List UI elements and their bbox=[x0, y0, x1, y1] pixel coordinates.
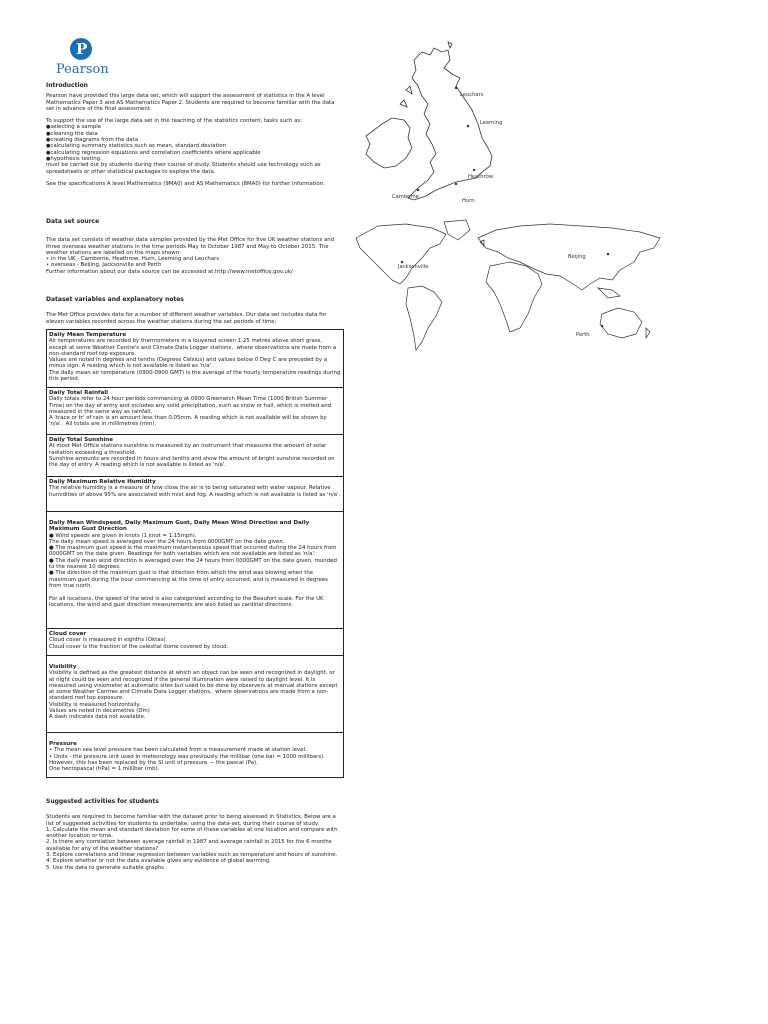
uk-map bbox=[352, 40, 537, 220]
label-hurn: Hurn bbox=[462, 198, 475, 204]
source-section bbox=[46, 219, 344, 275]
source-uk-stations: • in the UK - Camborne, Heathrow, Hurn, Leeming and Leuchars bbox=[46, 256, 220, 263]
variable-box-pressure bbox=[46, 732, 344, 778]
variable-body: At most Met Office stations sunshine is measured by an instrument that measures the amount of solar radiation exceeding a threshold. Sunshine amounts are recorded in hours and tenths and show the amount of bright sunshine recorded on the day of entry. A reading which is not available is listed as 'n/a'. bbox=[49, 443, 335, 469]
task-item: ● creating diagrams from the data bbox=[46, 137, 344, 143]
activity-item: 1. Calculate the mean and standard deviation for some of these variables at one location and compare with another location or time. bbox=[46, 826, 338, 840]
activity-item: 3. Explore correlations and linear regression between variables such as temperature and hours of sunshine. bbox=[46, 852, 338, 859]
task-item: ● cleaning the data bbox=[46, 131, 344, 137]
world-map bbox=[350, 218, 668, 358]
introduction-section bbox=[46, 83, 344, 193]
activities-section bbox=[46, 799, 344, 871]
pearson-logo bbox=[56, 38, 116, 78]
variable-body: The relative humidity is a measure of how close the air is to being saturated with water vapour. Relative humidities of above 95% are associated with mist and fog. A reading which is not available is listed as 'n/a'. bbox=[49, 485, 341, 498]
station-marker bbox=[455, 87, 457, 89]
variables-heading: Dataset variables and explanatory notes bbox=[46, 296, 184, 303]
label-jacksonville: Jacksonville bbox=[398, 264, 429, 270]
station-marker bbox=[467, 125, 469, 127]
variable-box-cloud bbox=[46, 628, 344, 656]
source-more-info: Further information about our data source can be accessed at http://www.metoffice.gov.uk/ bbox=[46, 268, 293, 275]
task-item: ● hypothesis testing. bbox=[46, 156, 344, 162]
variable-box-visibility bbox=[46, 655, 344, 733]
activity-item: 5. Use the data to generate suitable graphs. bbox=[46, 864, 166, 871]
variable-title: Daily Total Sunshine bbox=[49, 437, 114, 443]
activity-item: 4. Explore whether or not the data available gives any evidence of global warming. bbox=[46, 858, 271, 865]
variable-title: Daily Mean Windspeed, Daily Maximum Gust, Daily Mean Wind Direction and Daily Maximum Gust Direction bbox=[49, 520, 310, 533]
task-item: ● calculating regression equations and correlation coefficients where applicable bbox=[46, 150, 344, 156]
variable-title: Daily Mean Temperature bbox=[49, 332, 127, 338]
activity-item: 2. Is there any correlation between average rainfall in 1987 and average rainfall in 2015 for the 6 months available for any of the weather stations? bbox=[46, 839, 332, 852]
pearson-logo-mark: P bbox=[70, 38, 92, 60]
variable-title: Cloud cover bbox=[49, 631, 87, 637]
variable-box-rainfall bbox=[46, 387, 344, 435]
variable-box-sunshine bbox=[46, 434, 344, 477]
station-marker bbox=[455, 183, 457, 185]
variable-title: Daily Maximum Relative Humidity bbox=[49, 479, 156, 485]
variable-title: Pressure bbox=[49, 741, 77, 747]
station-marker bbox=[601, 325, 603, 327]
variables-section bbox=[46, 297, 344, 325]
variables-intro: The Met Office provides data for a number of different weather variables. Our data set includes data for eleven variables recorded across the weather stations during the set periods of time: bbox=[46, 312, 327, 325]
label-camborne: Camborne bbox=[392, 194, 419, 200]
variable-box-humidity bbox=[46, 476, 344, 512]
label-leuchars: Leuchars bbox=[460, 92, 484, 98]
variable-body: • The mean sea level pressure has been calculated from a measurement made at station level. • Units - the pressure unit used in meteorology was previously the millibar (one bar = 1000 millibars). However, this has been replaced by the SI unit of pressure — the pascal (Pa). One hectopascal (hPa) = 1 millibar (mb). bbox=[49, 747, 325, 773]
variable-body: Air temperatures are recorded by thermometers in a louvered screen 1.25 metres above short grass, except at some Weather Centre's and Climate Data Logger stations, where observations are made from a non-standard roof top exposure. Values are noted in degrees and tenths (Degrees Celsius) and values below 0 Deg C are preceded by a minus sign. A reading which is not available is listed as 'n/a'. The daily mean air temperature (0900-0900 GMT) is the average of the hourly temperature readings during this period. bbox=[49, 338, 341, 383]
label-beijing: Beijing bbox=[568, 254, 586, 260]
station-marker bbox=[607, 253, 609, 255]
station-marker bbox=[473, 169, 475, 171]
intro-tasks-tail: must be carried out by students during their course of study. Students should use technology such as spreadsheets or other statistical packages to explore the data. bbox=[46, 162, 321, 175]
intro-spec-note: See the specifications A level Mathematics (9MA0) and AS Mathematics (8MA0) for further information. bbox=[46, 180, 325, 187]
activities-heading: Suggested activities for students bbox=[46, 798, 159, 805]
activities-intro: Students are required to become familiar with the dataset prior to being assessed in Statistics. Below are a list of suggested activities for students to undertake, using the data-set, during their course of study. bbox=[46, 814, 336, 827]
intro-paragraph: Pearson have provided this large data set, which will support the assessment of statistics in the A level Mathematics Paper 3 and AS Mathematics Paper 2. Students are required to become familiar with the data set in advance of the final assessment. bbox=[46, 93, 335, 112]
variable-box-temperature bbox=[46, 329, 344, 388]
variable-title: Daily Total Rainfall bbox=[49, 390, 109, 396]
task-list bbox=[46, 124, 344, 162]
station-marker bbox=[401, 261, 403, 263]
pearson-wordmark: Pearson bbox=[56, 62, 109, 77]
task-item: ● calculating summary statistics such as mean, standard deviation bbox=[46, 143, 344, 149]
variable-box-wind bbox=[46, 511, 344, 629]
variable-body: Visibility is defined as the greatest distance at which an object can be seen and recognized in daylight, or at night could be seen and recognized if the general illumination were raised to daylight level. It is measured using visiometer at automatic sites but used to be done by observers at manual stations except at some Weather Centres and Climate Data Logger stations, where observations are made from a non-standard roof top exposure. Visibility is measured horizontally. Values are noted in decametres (Dm) A dash indicates data not available. bbox=[49, 670, 338, 721]
task-item: ● selecting a sample bbox=[46, 124, 344, 130]
label-perth: Perth bbox=[576, 332, 590, 338]
source-heading: Data set source bbox=[46, 218, 100, 225]
source-overseas-stations: • overseas - Beijing, Jacksonville and Perth bbox=[46, 262, 162, 269]
variable-body: ● Wind speeds are given in knots (1 knot = 1.15mph). The daily mean speed is averaged over the 24 hours from 0000GMT on the date given. ● The maximum gust speed is the maximum instantaneous speed that occurred during the 24 hours from 0000GMT on the date given. Readings for both variables which are not available are listed as 'n/a'. ● The daily mean wind direction is averaged over the 24 hours from 0000GMT on the date given, rounded to the nearest 10 degrees. ● The direction of the maximum gust is that direction from which the wind was blowing when the maximum gust during the hour commencing at the time of entry occurred, and is measured in degrees from true north. For all locations, the speed of the wind is also categorized according to the Beaufort scale. For the UK locations, the wind and gust direction measurements are also listed as cardinal directions. bbox=[49, 532, 337, 608]
introduction-heading: Introduction bbox=[46, 82, 88, 89]
variable-title: Visibility bbox=[49, 664, 77, 670]
intro-tasks-lead: To support the use of the large data set in the teaching of the statistics content, tasks such as: bbox=[46, 118, 303, 125]
variable-body: Daily totals refer to 24 hour periods commencing at 0900 Greenwich Mean Time (1000 British Summer Time) on the day of entry and includes any solid precipitation, such as snow or hail, which is melted and measured in the same way as rainfall. A 'trace or tr' of rain is an amount less than 0.05mm. A reading which is not available will be shown by 'n/a'. All totals are in millimetres (mm). bbox=[49, 396, 332, 428]
variable-body: Cloud cover is measured in eighths (Oktas). Cloud cover is the fraction of the celestial dome covered by cloud. bbox=[49, 637, 229, 650]
source-paragraph: The data set consists of weather data samples provided by the Met Office for five UK weather stations and three overseas weather stations in the time periods May to October 1987 and May to October 2015. The weather stations are labelled on the maps shown: bbox=[46, 237, 335, 256]
station-marker bbox=[417, 189, 419, 191]
variable-boxes bbox=[46, 330, 344, 778]
label-heathrow: Heathrow bbox=[468, 174, 494, 180]
label-leeming: Leeming bbox=[480, 120, 503, 126]
